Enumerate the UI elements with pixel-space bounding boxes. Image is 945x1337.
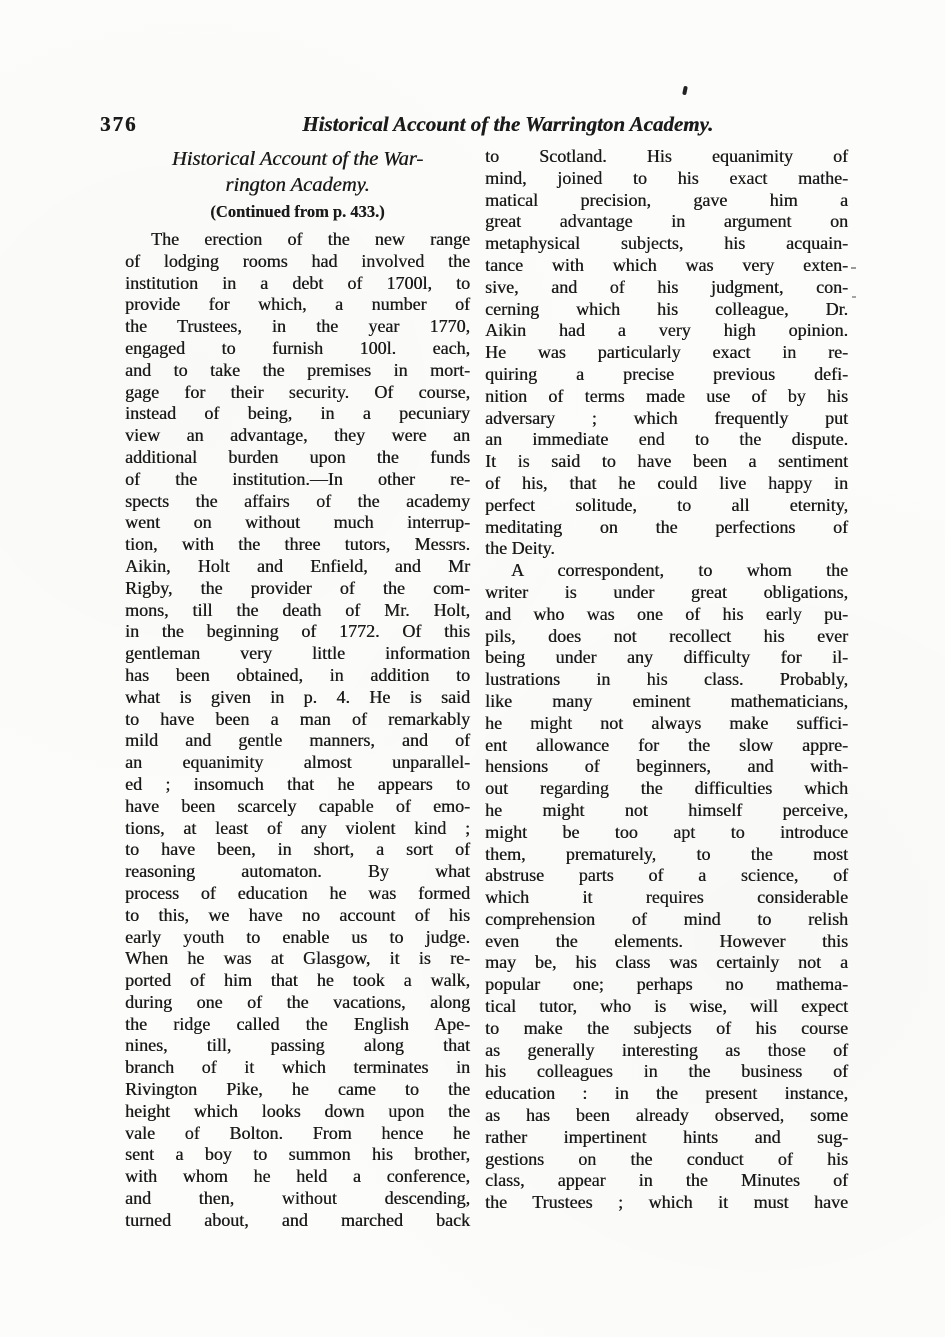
text-line: lustrations in his class. Probably, xyxy=(485,669,848,690)
text-line: ed ; insomuch that he appears to xyxy=(125,773,470,794)
text-line: early youth to enable us to judge. xyxy=(125,926,470,947)
article-title-line-2: rington Academy. xyxy=(225,174,370,196)
text-line: went on without much interrup- xyxy=(125,512,470,533)
text-line: gestions on the conduct of his xyxy=(485,1148,848,1169)
text-line: like many eminent mathematicians, xyxy=(485,690,848,711)
text-line: ent allowance for the slow appre- xyxy=(485,734,848,755)
text-line: them, prematurely, to the most xyxy=(485,843,848,864)
text-line: ported of him that he took a walk, xyxy=(125,970,470,991)
text-line: abstruse parts of a science, of xyxy=(485,865,848,886)
text-columns xyxy=(125,146,848,1232)
text-line: hensions of beginners, and with- xyxy=(485,756,848,777)
text-line: Aikin, Holt and Enfield, and Mr xyxy=(125,555,470,576)
text-line: process of education he was formed xyxy=(125,882,470,903)
text-line: tical tutor, who is wise, will expect xyxy=(485,996,848,1017)
text-line: turned about, and marched back xyxy=(125,1209,470,1230)
text-line: popular one; perhaps no mathema- xyxy=(485,974,848,995)
text-line: might be too apt to introduce xyxy=(485,821,848,842)
ink-speck xyxy=(851,267,856,269)
text-line: to have been a man of remarkably xyxy=(125,708,470,729)
ink-speck xyxy=(682,86,688,96)
text-line: reasoning automaton. By what xyxy=(125,861,470,882)
text-line: quiring a precise previous defi- xyxy=(485,363,848,384)
text-line: the Trustees, in the year 1770, xyxy=(125,316,470,337)
text-line: comprehension of mind to relish xyxy=(485,908,848,929)
text-line: sent a boy to summon his brother, xyxy=(125,1144,470,1165)
text-line: of lodging rooms had involved the xyxy=(125,250,470,271)
left-column-text xyxy=(125,229,470,1232)
continued-from-note: (Continued from p. 433.) xyxy=(210,202,385,221)
text-line: out regarding the difficulties which xyxy=(485,778,848,799)
text-line: cerning which his colleague, Dr. xyxy=(485,298,848,319)
text-line: institution in a debt of 1700l, to xyxy=(125,272,470,293)
text-line: he might not himself perceive, xyxy=(485,799,848,820)
text-line: and who was one of his early pu- xyxy=(485,603,848,624)
text-line: When he was at Glasgow, it is re- xyxy=(125,948,470,969)
text-line: as generally interesting as those of xyxy=(485,1039,848,1060)
text-line: meditating on the perfections of xyxy=(485,516,848,537)
text-line: Rivington Pike, he came to the xyxy=(125,1079,470,1100)
text-line: A correspondent, to whom the xyxy=(511,560,848,581)
text-line: and to take the premises in mort- xyxy=(125,359,470,380)
text-line: with whom he held a conference, xyxy=(125,1166,470,1187)
text-line: an immediate end to the dispute. xyxy=(485,429,848,450)
text-line: may be, his class was certainly not a xyxy=(485,952,848,973)
right-column-text xyxy=(485,146,848,1214)
page-header xyxy=(100,112,848,137)
text-line: view an advantage, they were an xyxy=(125,425,470,446)
text-line: what is given in p. 4. He is said xyxy=(125,686,470,707)
text-line: vale of Bolton. From hence he xyxy=(125,1122,470,1143)
text-line: sive, and of his judgment, con- xyxy=(485,276,848,297)
text-line: mild and gentle manners, and of xyxy=(125,730,470,751)
text-line: education : in the present instance, xyxy=(485,1083,848,1104)
text-line: of his, that he could live happy in xyxy=(485,472,848,493)
text-line: the Trustees ; which it must have xyxy=(485,1192,848,1213)
text-line: He was particularly exact in re- xyxy=(485,342,848,363)
text-line: The erection of the new range xyxy=(151,229,470,249)
left-column xyxy=(125,146,470,1232)
text-line: nines, till, passing along that xyxy=(125,1035,470,1056)
text-line: instead of being, in a pecuniary xyxy=(125,403,470,424)
text-line: Rigby, the provider of the com- xyxy=(125,577,470,598)
text-line: rather impertinent hints and sug- xyxy=(485,1126,848,1147)
text-line: additional burden upon the funds xyxy=(125,446,470,467)
right-column xyxy=(485,146,848,1232)
article-title-line-1: Historical Account of the War- xyxy=(171,148,424,170)
text-line: the Deity. xyxy=(485,538,555,559)
ink-speck xyxy=(852,296,856,298)
text-line: tion, with the three tutors, Messrs. xyxy=(125,534,470,555)
text-line: to Scotland. His equanimity of xyxy=(485,146,848,166)
running-title: Historical Account of the Warrington Academy. xyxy=(302,112,714,136)
text-line: matical precision, gave him a xyxy=(485,189,848,210)
text-line: Aikin had a very high opinion. xyxy=(485,320,848,341)
text-line: an equanimity almost unparallel- xyxy=(125,752,470,773)
text-line: spects the affairs of the academy xyxy=(125,490,470,511)
text-line: engaged to furnish 100l. each, xyxy=(125,337,470,358)
text-line: mons, till the death of Mr. Holt, xyxy=(125,599,470,620)
text-line: he might not always make suffici- xyxy=(485,712,848,733)
text-line: to this, we have no account of his xyxy=(125,904,470,925)
text-line: tions, at least of any violent kind ; xyxy=(125,817,470,838)
text-line: branch of it which terminates in xyxy=(125,1057,470,1078)
article-heading xyxy=(125,146,470,224)
text-line: and then, without descending, xyxy=(125,1188,470,1209)
text-line: writer is under great obligations, xyxy=(485,581,848,602)
text-line: of the institution.—In other re- xyxy=(125,468,470,489)
text-line: his colleagues in the business of xyxy=(485,1061,848,1082)
text-line: class, appear in the Minutes of xyxy=(485,1170,848,1191)
text-line: It is said to have been a sentiment xyxy=(485,451,848,472)
text-line: mind, joined to his exact mathe- xyxy=(485,167,848,188)
text-line: tance with which was very exten- xyxy=(485,254,848,275)
text-line: height which looks down upon the xyxy=(125,1100,470,1121)
text-line: in the beginning of 1772. Of this xyxy=(125,621,470,642)
text-line: during one of the vacations, along xyxy=(125,991,470,1012)
text-line: as has been already observed, some xyxy=(485,1105,848,1126)
text-line: being under any difficulty for il- xyxy=(485,647,848,668)
text-line: to make the subjects of his course xyxy=(485,1017,848,1038)
text-line: to have been, in short, a sort of xyxy=(125,839,470,860)
text-line: have been scarcely capable of emo- xyxy=(125,795,470,816)
text-line: gage for their security. Of course, xyxy=(125,381,470,402)
text-line: has been obtained, in addition to xyxy=(125,664,470,685)
text-line: pils, does not recollect his ever xyxy=(485,625,848,646)
text-line: adversary ; which frequently put xyxy=(485,407,848,428)
text-line: gentleman very little information xyxy=(125,643,470,664)
text-line: provide for which, a number of xyxy=(125,294,470,315)
text-line: the ridge called the English Ape- xyxy=(125,1013,470,1034)
text-line: nition of terms made use of by his xyxy=(485,385,848,406)
page-number: 376 xyxy=(100,112,138,136)
text-line: metaphysical subjects, his acquain- xyxy=(485,233,848,254)
text-line: which it requires considerable xyxy=(485,887,848,908)
text-line: great advantage in argument on xyxy=(485,211,848,232)
text-line: even the elements. However this xyxy=(485,930,848,951)
text-line: perfect solitude, to all eternity, xyxy=(485,494,848,515)
